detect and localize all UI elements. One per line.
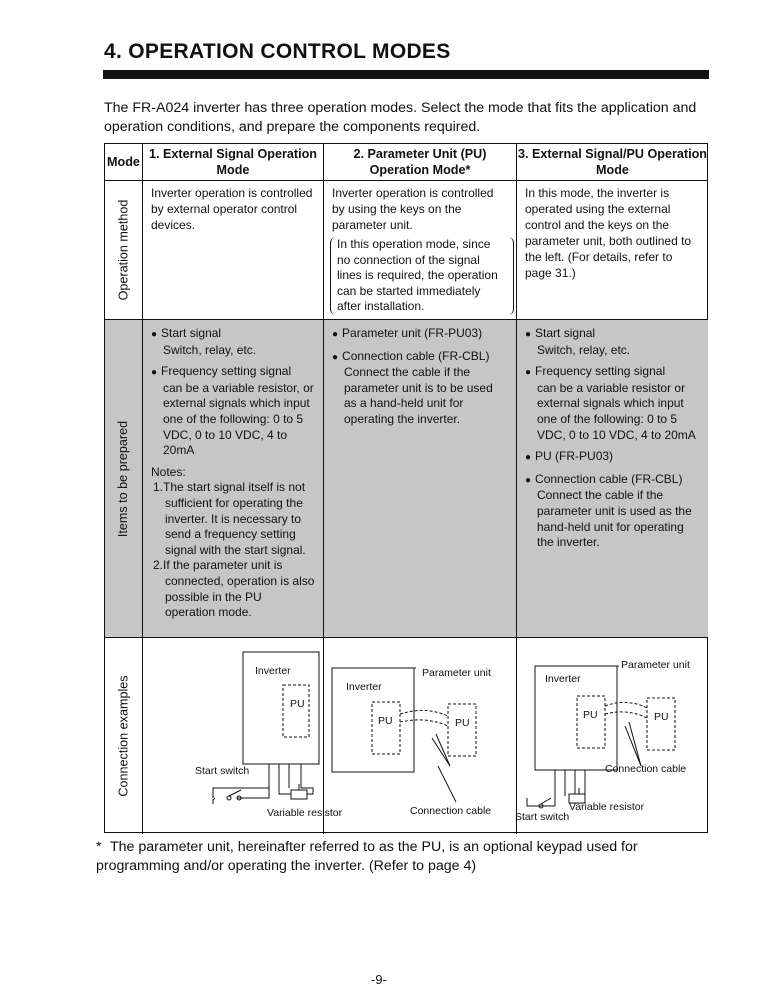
parameter-unit-label: Parameter unit: [621, 659, 690, 671]
pu-connector: [372, 702, 400, 754]
leader-line: [438, 766, 456, 802]
row-label-items-cell: [105, 320, 143, 638]
item-start-signal-sub: Switch, relay, etc.: [163, 342, 257, 357]
connection-cable-label: Connection cable: [605, 763, 687, 775]
intro-paragraph: The FR-A024 inverter has three operation modes. Select the mode that fits the application and operation conditions, and prepare the components required.: [104, 100, 697, 135]
variable-resistor: [291, 790, 307, 799]
title-rule: [103, 70, 709, 79]
list-item: [525, 472, 700, 551]
pu-label: PU: [290, 698, 305, 710]
list-item: [151, 364, 315, 459]
method-text-1: Inverter operation is controlled by external operator control devices.: [151, 186, 313, 232]
page-number: -9-: [371, 972, 387, 987]
pu-label: PU: [378, 715, 393, 727]
row-label-operation-method: Operation method: [116, 199, 131, 301]
diagram-external-pu: [517, 638, 707, 834]
parameter-unit-label: Parameter unit: [422, 667, 491, 679]
notes-heading: Notes:: [151, 464, 186, 479]
method-col2: [324, 181, 517, 320]
method-col1: [143, 181, 324, 320]
connection-cable-label: Connection cable: [410, 805, 492, 817]
example-col1: [143, 638, 343, 834]
operation-modes-table: [104, 143, 708, 833]
list-item: [525, 364, 700, 443]
inverter-label: Inverter: [545, 673, 581, 685]
page-title: 4. OPERATION CONTROL MODES: [104, 40, 451, 63]
method-note-2: In this operation mode, since no connection of the signal lines is required, the operation can be started immediately after installation.: [330, 237, 514, 315]
item-pu: ● Parameter unit (FR-PU03): [332, 326, 508, 343]
example-col2: [324, 638, 517, 834]
item-start-signal-sub: Switch, relay, etc.: [537, 342, 631, 357]
note-1: 1.The start signal itself is not sufficient for operating the inverter. It is necessary to send a frequency setting signal with the start signal.: [153, 480, 306, 557]
item-start-signal: ● Start signal: [525, 326, 700, 343]
leader-line: [625, 726, 641, 766]
leader-line: [432, 738, 450, 766]
switch-lever: [541, 798, 551, 804]
wire: [527, 798, 555, 806]
method-text-2: Inverter operation is controlled by using the keys on the parameter unit.: [332, 186, 494, 232]
item-cable-sub: Connect the cable if the parameter unit is used as the hand-held unit for operating the inverter.: [537, 488, 692, 550]
diagram-external-signal: [143, 638, 343, 834]
diagram-parameter-unit: [324, 638, 516, 834]
item-cable-sub: Connect the cable if the parameter unit is to be used as a hand-held unit for operating the inverter.: [344, 365, 493, 426]
list-item: [151, 326, 315, 358]
inverter-label: Inverter: [255, 665, 291, 677]
example-col3: [517, 638, 708, 834]
pu-handheld-label: PU: [654, 711, 669, 723]
wire: [279, 788, 291, 794]
switch-lever: [229, 790, 241, 796]
header-external-pu: 3. External Signal/PU Operation Mode: [517, 144, 708, 181]
item-freq-signal-sub: can be a variable resistor, or external signals which input one of the following: 0 to 5 VDC, 0 to 10 VDC, 4 to 20mA: [163, 380, 314, 458]
list-item: [332, 326, 508, 343]
cable: [400, 710, 448, 716]
footnote-text: The parameter unit, hereinafter referred to as the PU, is an optional keypad used for programming and/or operating the inverter. (Refer to page 4): [96, 839, 638, 874]
row-label-examples-cell: [105, 638, 143, 834]
list-item: [525, 326, 700, 358]
footnote: [96, 838, 716, 876]
pu-handheld-label: PU: [455, 717, 470, 729]
variable-resistor-label: Variable resistor: [569, 801, 645, 813]
row-label-items: Items to be prepared: [116, 420, 131, 537]
start-switch-label: Start switch: [515, 811, 570, 823]
item-freq-signal: ● Frequency setting signal: [525, 364, 700, 381]
item-pu: ● PU (FR-PU03): [525, 449, 700, 466]
pu-handheld: [448, 704, 476, 756]
items-col3: [517, 320, 708, 638]
mode-header-cell: Mode: [105, 144, 143, 181]
header-external-signal: 1. External Signal Operation Mode: [143, 144, 324, 181]
wire: [213, 798, 215, 804]
cable: [605, 702, 647, 708]
leader-line: [629, 722, 641, 766]
list-item: [525, 449, 700, 466]
header-parameter-unit: 2. Parameter Unit (PU) Operation Mode*: [324, 144, 517, 181]
row-label-connection-examples: Connection examples: [116, 675, 131, 797]
method-col3: [517, 181, 708, 320]
pu-connector: [283, 685, 309, 737]
footnote-mark: *: [96, 839, 102, 855]
items-col1: [143, 320, 324, 638]
switch-contact: [227, 796, 231, 800]
inverter-label: Inverter: [346, 681, 382, 693]
wire: [237, 790, 269, 798]
item-start-signal: ● Start signal: [151, 326, 315, 343]
pu-handheld: [647, 698, 675, 750]
method-text-3: In this mode, the inverter is operated using the external control and the keys on the parameter unit, both outlined to the left. (For details, refer to page 31.): [525, 186, 692, 280]
item-freq-signal-sub: can be a variable resistor or external signals which input one of the following: 0 to 5 VDC, 0 to 10 VDC, 4 to 20mA: [537, 380, 696, 442]
item-freq-signal: ● Frequency setting signal: [151, 364, 315, 381]
cable: [400, 720, 448, 726]
list-item: [332, 349, 508, 428]
item-cable: ● Connection cable (FR-CBL): [525, 472, 700, 489]
note-2: 2.If the parameter unit is connected, operation is also possible in the PU operation mode.: [153, 558, 315, 620]
item-cable: ● Connection cable (FR-CBL): [332, 349, 508, 366]
cable: [605, 712, 647, 718]
items-col2: [324, 320, 517, 638]
row-label-method-cell: [105, 181, 143, 320]
list-item: [151, 465, 315, 621]
pu-label: PU: [583, 709, 598, 721]
variable-resistor-label: Variable resistor: [267, 807, 343, 819]
start-switch-label: Start switch: [195, 765, 250, 777]
pu-connector: [577, 696, 605, 748]
